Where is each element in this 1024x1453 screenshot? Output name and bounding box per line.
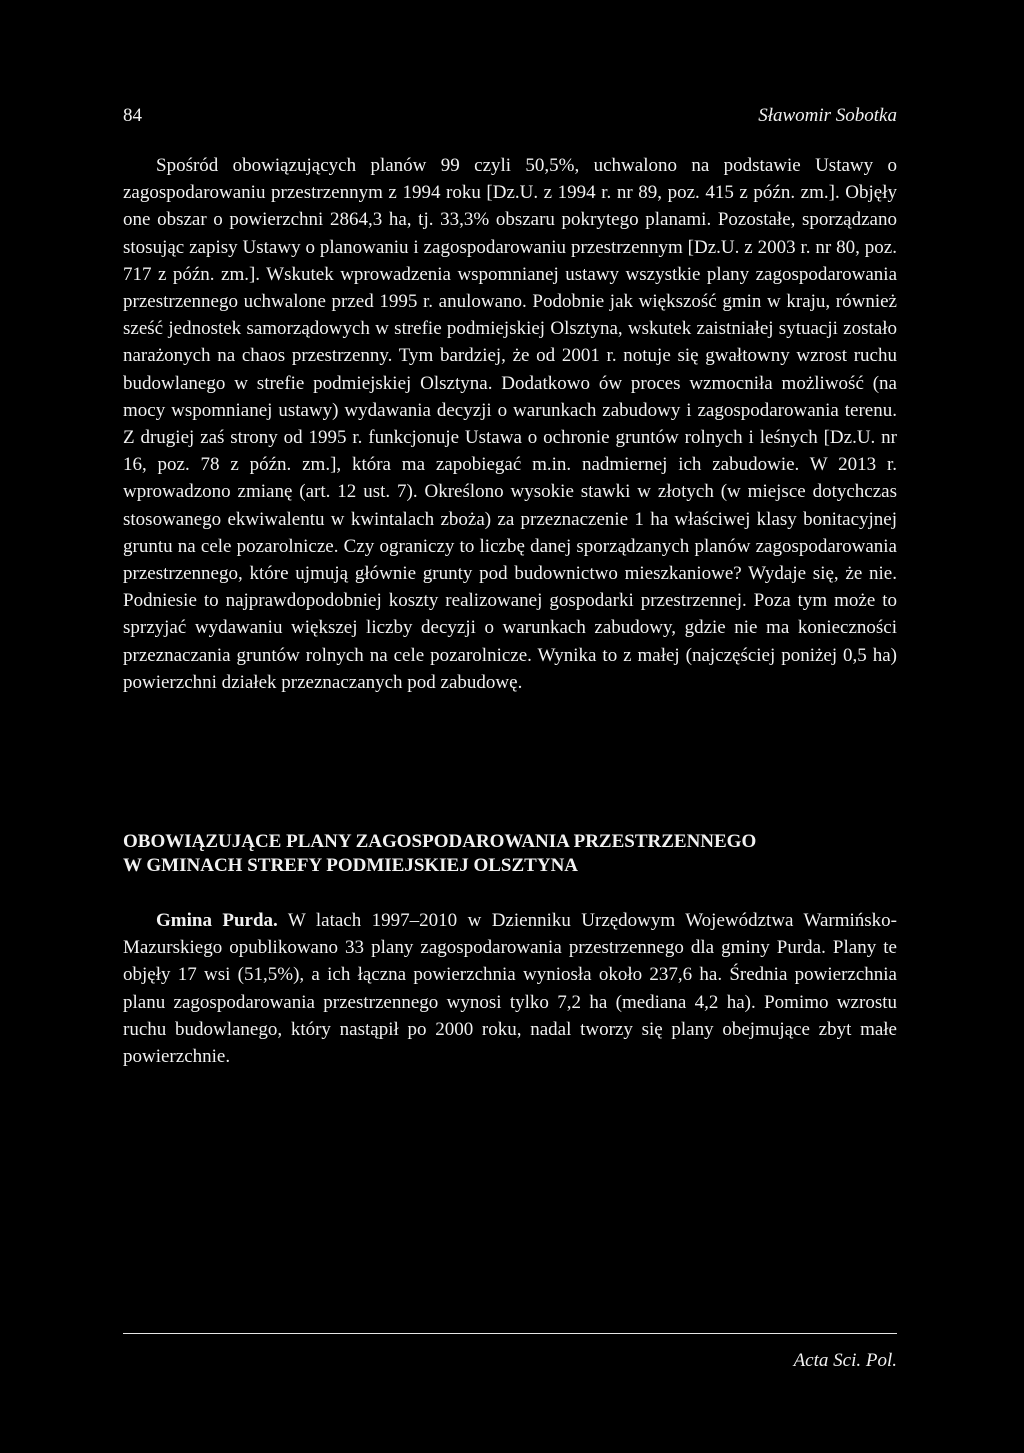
- section-heading: [123, 830, 897, 878]
- paragraph-text: Spośród obowiązujących planów 99 czyli 50,5%, uchwalono na podstawie Ustawy o zagospodarowaniu przestrzennym z 1994 roku [Dz.U. z 1994 r. nr 89, poz. 415 z późn. zm.]. Objęły one obszar o powierzchni 2864,3 ha, tj. 33,3% obszaru pokrytego planami. Pozostałe, sporządzano stosując zapisy Ustawy o planowaniu i zagospodarowaniu przestrzennym [Dz.U. z 2003 r. nr 80, poz. 717 z późn. zm.]. Wskutek wprowadzenia wspomnianej ustawy wszystkie plany zagospodarowania przestrzennego uchwalone przed 1995 r. anulowano. Podobnie jak większość gmin w kraju, również sześć jednostek samorządowych w strefie podmiejskiej Olsztyna, wskutek zaistniałej sytuacji zostało narażonych na chaos przestrzenny. Tym bardziej, że od 2001 r. notuje się gwałtowny wzrost ruchu budowlanego w strefie podmiejskiej Olsztyna. Dodatkowo ów proces wzmocniła możliwość (na mocy wspomnianej ustawy) wydawania decyzji o warunkach zabudowy i zagospodarowania terenu. Z drugiej zaś strony od 1995 r. funkcjonuje Ustawa o ochronie gruntów rolnych i leśnych [Dz.U. nr 16, poz. 78 z późn. zm.], która ma zapobiegać m.in. nadmiernej ich zabudowie. W 2013 r. wprowadzono zmianę (art. 12 ust. 7). Określono wysokie stawki w złotych (w miejsce dotychczas stosowanego ekwiwalentu w kwintalach zboża) za przeznaczenie 1 ha właściwej klasy bonitacyjnej gruntu na cele pozarolnicze. Czy ograniczy to liczbę danej sporządzanych planów zagospodarowania przestrzennego, które ujmują głównie grunty pod budownictwo mieszkaniowe? Wydaje się, że nie. Podniesie to najprawdopodobniej koszty realizowanej gospodarki przestrzennej. Poza tym może to sprzyjać wydawaniu większej liczby decyzji o warunkach zabudowy, gdzie nie ma konieczności przeznaczania gruntów rolnych na cele pozarolnicze. Wynika to z małej (najczęściej poniżej 0,5 ha) powierzchni działek przeznaczanych pod zabudowę.: [123, 155, 897, 693]
- body-paragraph-1: [123, 152, 897, 696]
- footer-rule: [123, 1333, 897, 1334]
- paragraph-lead-term: Gmina Purda.: [156, 910, 278, 931]
- running-head-author: Sławomir Sobotka: [758, 105, 897, 126]
- section-heading-line-2: W GMINACH STREFY PODMIEJSKIEJ OLSZTYNA: [123, 855, 579, 876]
- footer-journal-name: Acta Sci. Pol.: [793, 1350, 897, 1371]
- paragraph-2-text: W latach 1997–2010 w Dzienniku Urzędowym Województwa Warmińsko-Mazurskiego opublikowano 33 plany zagospodarowania przestrzennego dla gminy Purda. Plany te objęły 17 wsi (51,5%), a ich łączna powierzchnia wyniosła około 237,6 ha. Średnia powierzchnia planu zagospodarowania przestrzennego wynosi tylko 7,2 ha (mediana 4,2 ha). Pomimo wzrostu ruchu budowlanego, który nastąpił po 2000 roku, nadal tworzy się plany obejmujące zbyt małe powierzchnie.: [123, 910, 897, 1068]
- page-number: 84: [123, 105, 142, 126]
- body-paragraph-2: [123, 907, 897, 1070]
- paragraph-2-content: [123, 907, 897, 1070]
- section-heading-line-1: OBOWIĄZUJĄCE PLANY ZAGOSPODAROWANIA PRZESTRZENNEGO: [123, 831, 757, 852]
